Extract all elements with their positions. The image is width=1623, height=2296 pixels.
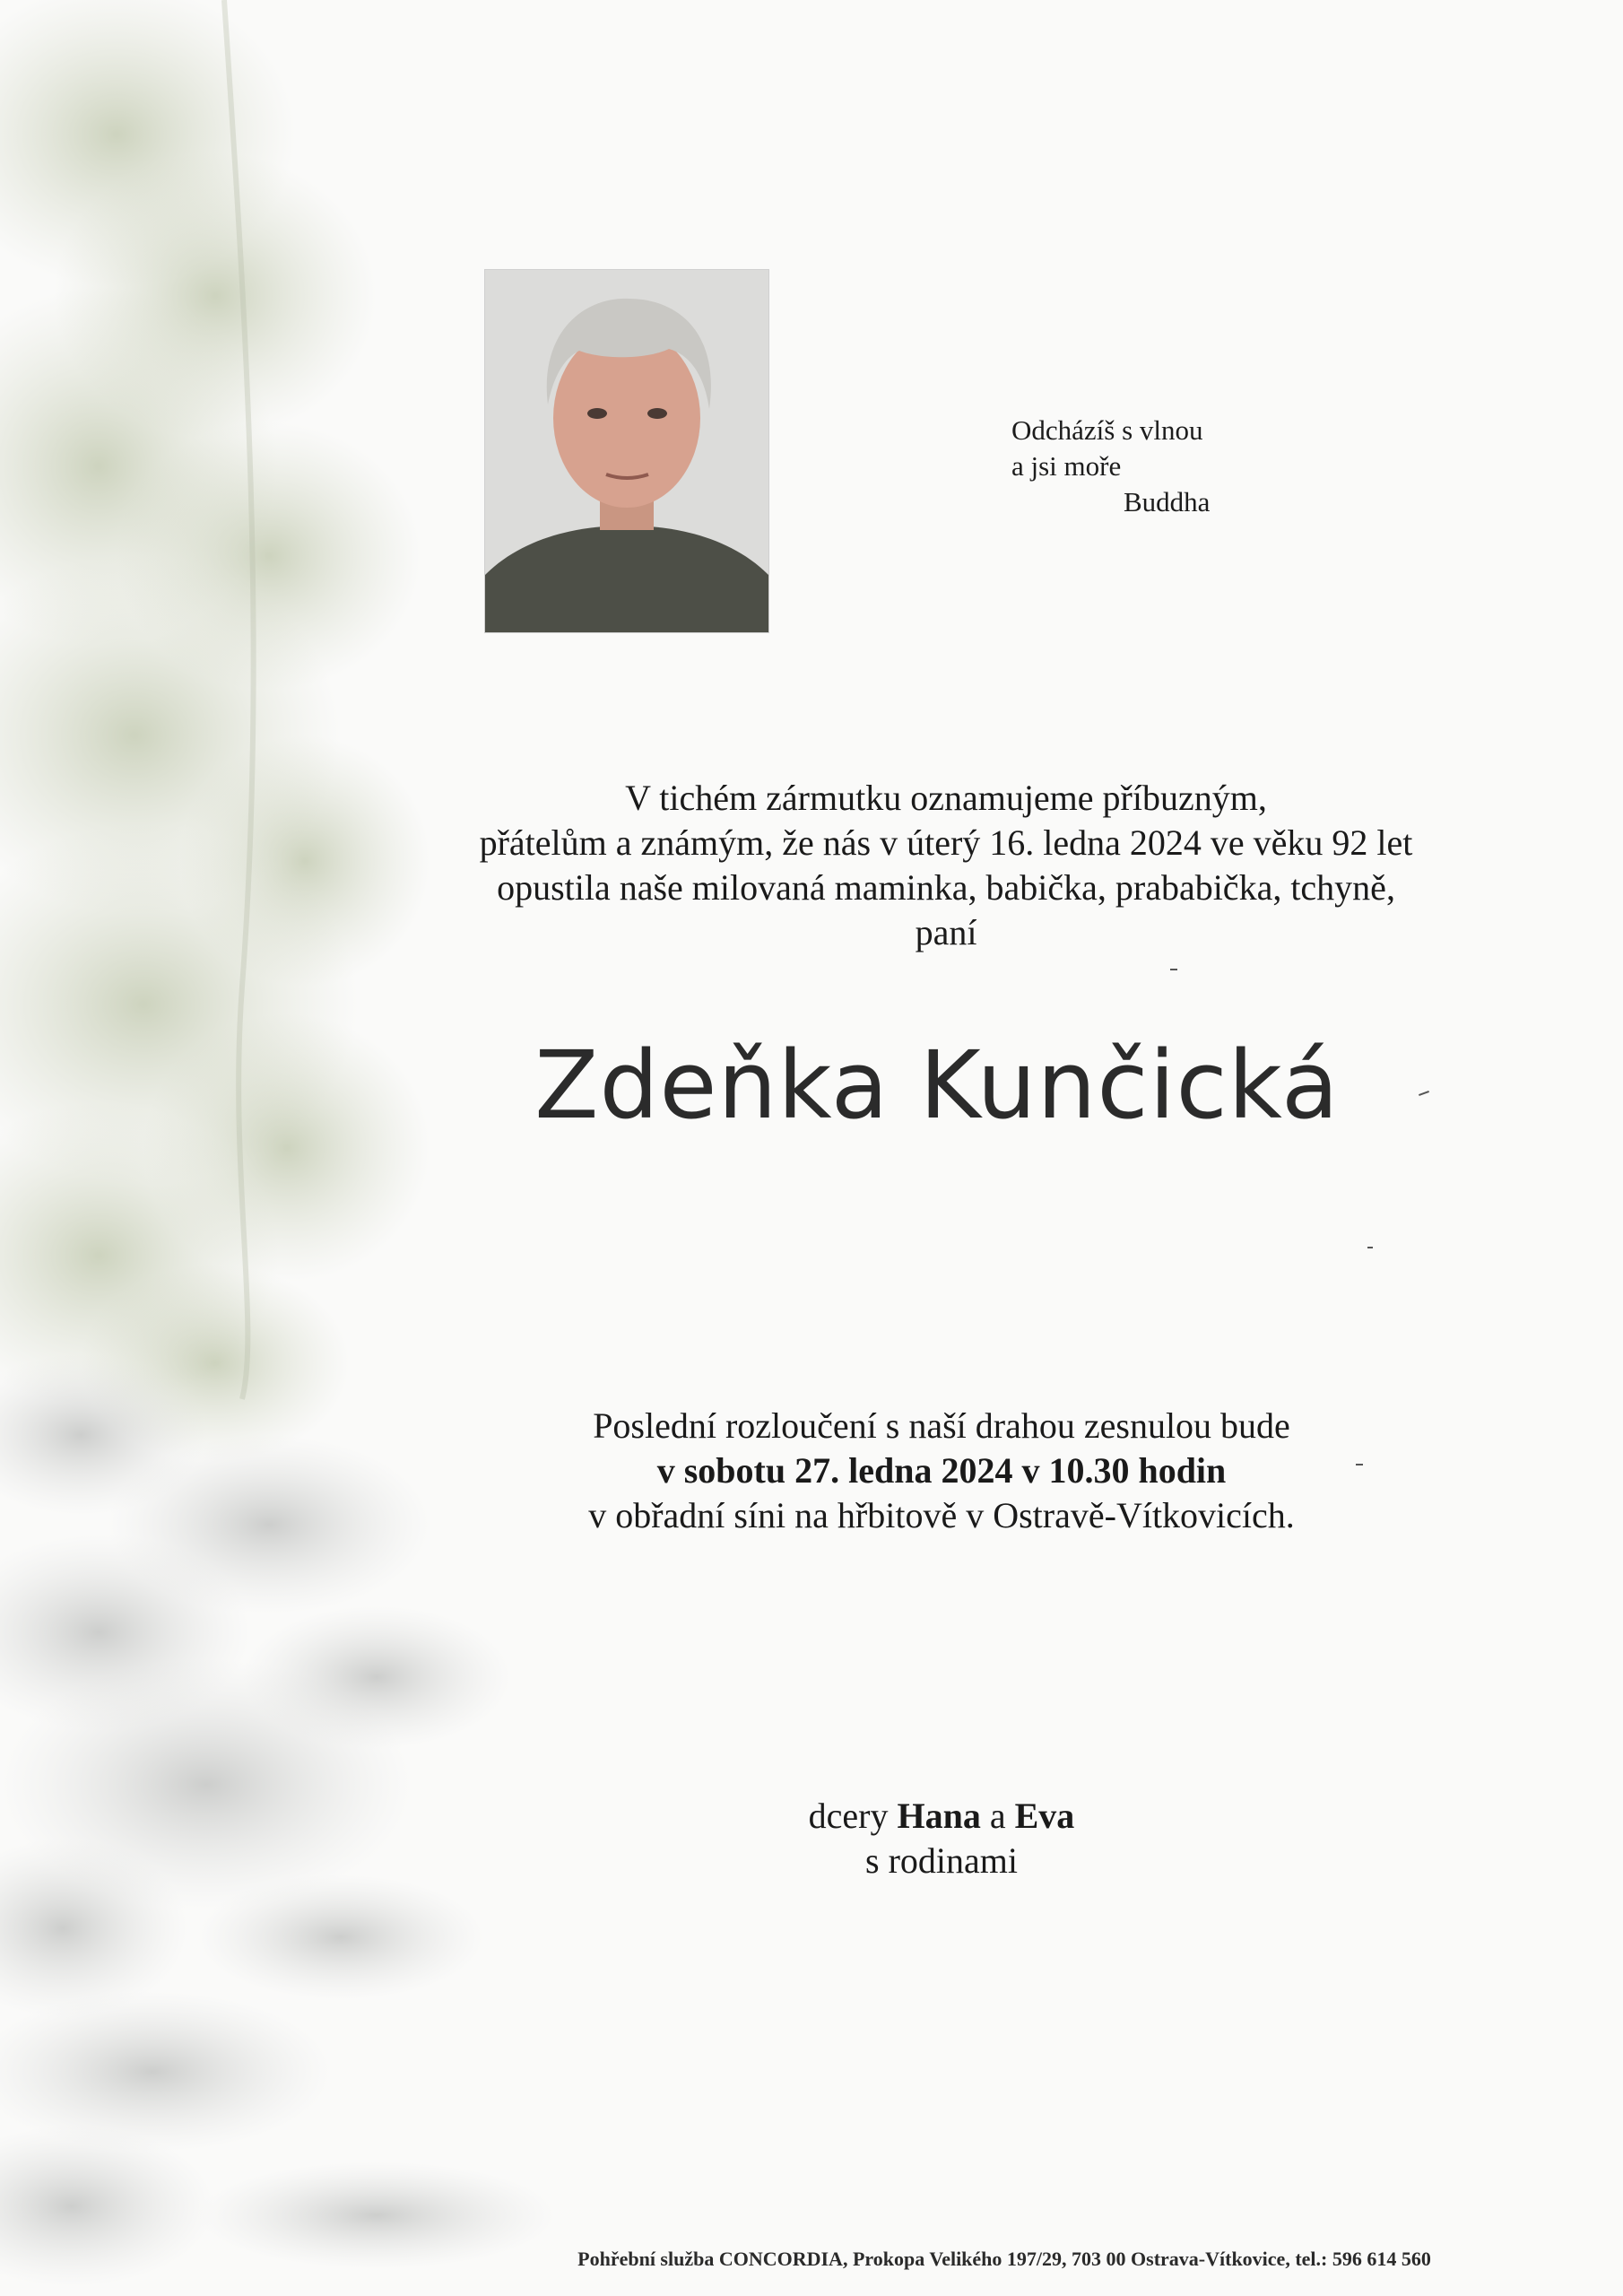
mourner-name-2: Eva [1014,1796,1075,1836]
announcement-line-2: přátelům a známým, že nás v úterý 16. ledna 2024 ve věku 92 let [479,822,1413,863]
quote-line-2: a jsi moře [1011,450,1122,482]
mourners-line-1 [681,1794,1202,1839]
portrait-photo [484,269,769,633]
deceased-name: Zdeňka Kunčická [534,1031,1340,1140]
mourner-name-1: Hana [897,1796,981,1836]
funeral-service-footer: Pohřební služba CONCORDIA, Prokopa Velikého 197/29, 703 00 Ostrava-Vítkovice, tel.: 596 614 560 [577,2248,1431,2270]
funeral-details [412,1404,1471,1538]
epigraph-quote [1011,413,1245,520]
death-announcement [377,776,1515,955]
scan-speck [1170,969,1177,970]
quote-author: Buddha [1124,486,1211,517]
announcement-line-1: V tichém zármutku oznamujeme příbuzným, [625,778,1267,818]
scan-speck [1367,1247,1373,1248]
scan-speck [1356,1464,1363,1465]
mourners-conjunction: a [989,1796,1006,1836]
announcement-line-3: opustila naše milovaná maminka, babička, prababička, tchyně, [497,867,1395,908]
announcement-line-4: paní [915,912,977,952]
mourners-signature [681,1794,1202,1883]
quote-line-1: Odcházíš s vlnou [1011,414,1203,446]
farewell-location: v obřadní síni na hřbitově v Ostravě-Vítkovicích. [588,1495,1295,1535]
farewell-line-1: Poslední rozloučení s naší drahou zesnulou bude [593,1405,1290,1446]
mourners-prefix: dcery [808,1796,889,1836]
mourners-line-2: s rodinami [865,1840,1018,1881]
farewell-date-time: v sobotu 27. ledna 2024 v 10.30 hodin [656,1450,1227,1491]
